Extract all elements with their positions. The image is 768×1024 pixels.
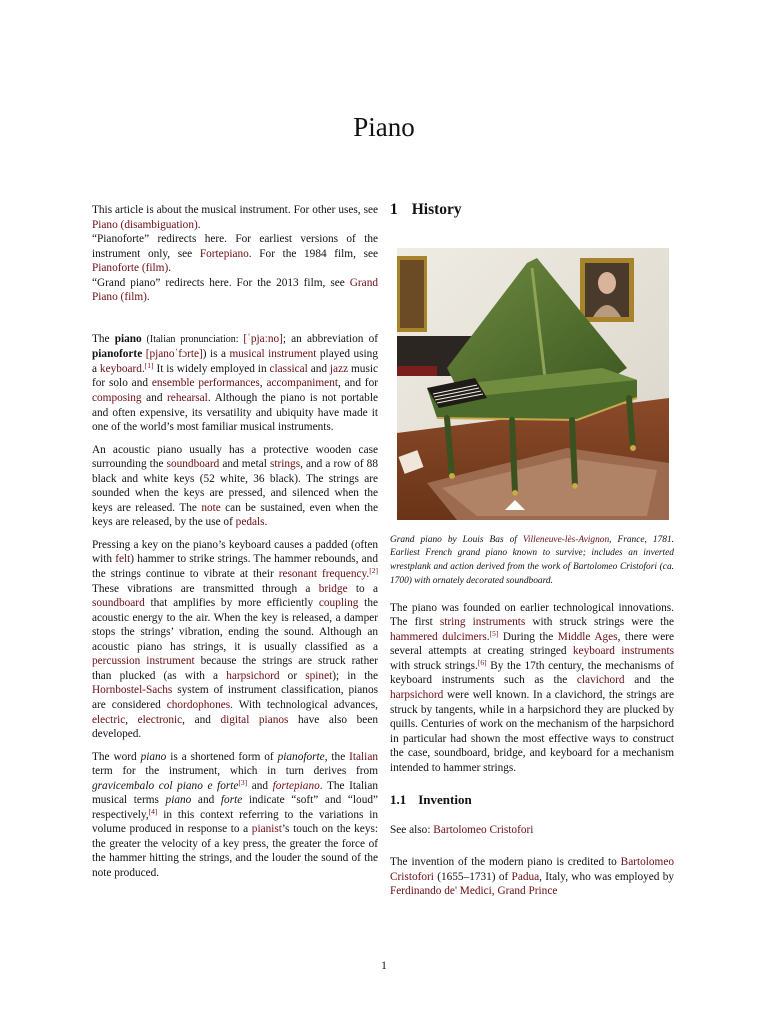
hatnote-text: . [168,262,172,275]
text: or [279,669,306,682]
link-pedals[interactable]: pedals [235,516,265,529]
text: the acoustic energy to the air. When the key is released, a damper stops the strings’ vibration, ending the sound. Although an acoustic piano has strings, it is usually classified as a [92,597,378,653]
text: and metal [219,458,270,471]
text: ); in the [332,669,379,682]
hatnote-text: . [197,218,201,231]
link-soundboard[interactable]: soundboard [166,458,220,471]
link-musical-instrument[interactable]: musical instrument [229,348,317,361]
word-paragraph [92,750,378,881]
hatnote-line [92,232,378,276]
link-bridge[interactable]: bridge [318,582,348,595]
text: and [141,392,168,405]
citation[interactable]: [3] [238,777,248,787]
text: with struck strings were the [525,616,674,629]
text: , Italy, who was employed by [539,870,674,883]
link-rehearsal[interactable]: rehearsal [167,392,208,405]
link-ipa[interactable]: [ˈpjaːno] [243,332,283,345]
link-ipa[interactable]: [pjanoˈfɔrte] [145,348,203,361]
link-spinet[interactable]: spinet [305,669,333,682]
link-composing[interactable]: composing [92,392,142,405]
section-title: Invention [418,792,472,808]
text: , [259,377,267,390]
text: have also been developed. [92,713,378,741]
citation[interactable]: [2] [369,566,378,576]
text: with struck strings. [390,659,478,672]
text: The [92,332,115,345]
section-heading-history [390,203,674,218]
text: term for the instrument, which in turn derives from [92,765,378,778]
text: in this context referring to the variations in volume produced in response to a [92,808,378,836]
link-ferdinando-de-medici[interactable]: Ferdinando de' Medici, Grand Prince [390,885,558,898]
text: It is widely employed in [153,362,270,375]
link-keyboard[interactable]: keyboard [99,362,142,375]
italic-term: piano [165,794,192,807]
right-column [390,203,674,899]
link-soundboard[interactable]: soundboard [92,597,145,610]
link-middle-ages[interactable]: Middle Ages [557,630,618,643]
left-column [92,203,378,881]
link-villeneuve[interactable]: Villeneuve-lès-Avignon [522,534,610,545]
figure-caption [390,534,674,589]
link-fortepiano[interactable]: fortepiano [272,779,320,792]
text: played using a [92,348,378,375]
text: and [307,362,330,375]
history-paragraph [390,601,674,776]
link-strings[interactable]: strings [269,458,301,471]
citation[interactable]: [6] [477,657,487,667]
text: indicate “soft” and “loud” respectively, [92,794,379,821]
link-padua[interactable]: Padua [511,870,540,883]
text: ) is a [202,348,230,361]
link-felt[interactable]: felt [115,553,131,566]
text: ’s touch on the keys: the greater the velocity of a key press, the greater the force of the hammer hitting the strings, and the louder the sound of the note produced. [92,823,379,879]
text: During the [498,630,558,643]
link-ensemble[interactable]: ensemble performances [151,377,260,390]
citation[interactable]: [1] [144,360,154,370]
text: that amplifies by more efficiently [144,597,319,610]
hatnote-text: “Pianoforte” redirects here. For earliest versions of the instrument only, see [92,233,378,260]
link-coupling[interactable]: coupling [318,597,359,610]
text: . With technological advances, [230,698,378,711]
bold-term: pianoforte [92,348,143,361]
link-italian[interactable]: Italian [349,750,378,763]
hatnote-line [92,203,378,232]
citation[interactable]: [5] [489,628,499,638]
section-title: History [411,201,462,218]
link-grand-piano-film[interactable]: Grand Piano (film) [92,276,378,304]
see-also [390,823,674,838]
text: See also: [390,823,434,836]
text: , and for [338,377,378,390]
link-harpsichord[interactable]: harpsichord [390,689,444,702]
link-hornbostel-sachs[interactable]: Hornbostel-Sachs [92,684,173,697]
text: , [125,713,138,726]
link-clavichord[interactable]: clavichord [576,674,625,687]
link-chordophones[interactable]: chordophones [166,698,231,711]
text: (Italian pronunciation: [141,333,244,345]
hatnote [92,203,378,305]
link-piano-disambiguation[interactable]: Piano (disambiguation) [92,218,198,231]
link-bartolomeo-cristofori[interactable]: Bartolomeo Cristofori [433,823,534,836]
section-number: 1 [390,201,398,218]
text: . [486,630,490,643]
link-classical[interactable]: classical [269,362,308,375]
link-electronic[interactable]: electronic [137,713,183,726]
text: An acoustic piano usually has a protective wooden case surrounding the [92,443,378,471]
link-harpsichord[interactable]: harpsichord [226,669,280,682]
text: system of instrument classification, pianos are considered [92,684,378,711]
link-bartolomeo-cristofori[interactable]: Bartolomeo Cristofori [390,856,674,883]
link-pianoforte-film[interactable]: Pianoforte (film) [92,262,169,275]
text: can be sustained, even when the keys are released, by the use of [92,501,379,529]
text: were well known. In a clavichord, the strings are struck by tangents, while in a harpsichord they are plucked by quills. Centuries of work on the mechanism of the harpsichord in particular had shown the most effective ways to construct the case, soundboard, bridge, and keyboard for a mechanism intended to hammer strings. [390,689,674,774]
section-heading-invention [390,793,674,808]
grand-piano-illustration [397,248,669,520]
link-note[interactable]: note [201,501,221,514]
caption-text: , France, 1781. Earliest French grand piano known to survive; includes an inverted wrestplank and action derived from the work of Bartolomeo Cristofori (ca. 1700) with ornately decorated soundboard. [390,534,674,586]
grand-piano-photo [397,248,669,520]
caption-text: Grand piano by Louis Bas of [390,534,523,545]
hatnote-text: . [146,291,150,304]
link-hammered-dulcimers[interactable]: hammered dulcimers [390,630,487,643]
page-number: 1 [381,960,387,972]
link-pianist[interactable]: pianist [251,823,282,836]
hatnote-text: “Grand piano” redirects here. For the 2013 film, see [92,276,350,289]
link-percussion-instrument[interactable]: percussion instrument [92,655,195,668]
citation[interactable]: [4] [148,806,158,816]
link-string-instruments[interactable]: string instruments [439,616,526,629]
italic-term: forte [220,794,243,807]
pressing-paragraph [92,538,378,742]
italic-term: piano [140,750,167,763]
text: and [247,779,273,792]
link-electric[interactable]: electric [92,713,126,726]
invention-paragraph [390,855,674,899]
text: The invention of the modern piano is credited to [390,856,621,869]
text: music for solo and [92,362,379,390]
text: , and [182,713,221,726]
link-fortepiano[interactable]: Fortepiano [199,247,249,260]
hatnote-text: . For the 1984 film, see [248,247,378,260]
text: , and a row of 88 black and white keys (52 white, 36 black). The strings are sounded when the keys are pressed, and silenced when the keys are released. The [92,458,378,514]
lead-paragraph: The piano (Italian pronunciation: [ˈpjaːno]; an abbreviation of pianoforte [pjanoˈfɔrte]) is a musical instrument played using a keyboard.[1] It is widely employed in classical and jazz music for solo and ensemble performances, accompaniment, and for composing and rehearsal. Although the piano is not portable and often expensive, its versatility and ubiquity have made it one of the world’s most familiar musical instruments. [92,332,379,434]
link-digital-pianos[interactable]: digital pianos [220,713,289,726]
text: . Although the piano is not portable and often expensive, its versatility and ubiquity have made it one of the world’s most familiar musical instruments. [92,392,378,434]
text: . [264,516,268,529]
text: and the [624,674,674,687]
link-keyboard-instruments[interactable]: keyboard instruments [572,645,674,658]
text: ; an abbreviation of [282,332,378,345]
text: because the strings are struck rather than plucked (as with a [92,655,378,682]
page-title: Piano [353,112,415,142]
text: . The Italian musical terms [92,779,378,807]
text: The word [92,750,141,763]
text: to a [347,582,379,595]
text: These vibrations are transmitted through a [92,582,319,595]
text: , there were several attempts at creating stringed [390,630,674,658]
italic-term: pianoforte [277,750,325,763]
text: (1655–1731) of [433,870,512,883]
link-jazz[interactable]: jazz [329,362,349,375]
section-number: 1.1 [390,792,407,808]
link-resonant-frequency[interactable]: resonant frequency [278,568,367,581]
text: . [366,568,370,581]
link-accompaniment[interactable]: accompaniment [266,377,338,390]
text: , the [324,750,350,763]
acoustic-paragraph [92,443,378,530]
italic-term: gravicembalo col piano e forte [92,779,239,792]
text: and [191,794,221,807]
text: Pressing a key on the piano’s keyboard causes a padded (often with [92,538,378,566]
text: By the 17th century, the mechanisms of keyboard instruments such as the [390,659,675,687]
text: is a shortened form of [166,750,278,763]
text: The piano was founded on earlier technological innovations. The first [390,601,674,629]
hatnote-text: This article is about the musical instrument. For other uses, see [92,204,378,216]
bold-term: piano [114,332,142,345]
hatnote-line [92,276,378,305]
text: ) hammer to strike strings. The hammer rebounds, and the strings continue to vibrate at their [92,553,378,581]
